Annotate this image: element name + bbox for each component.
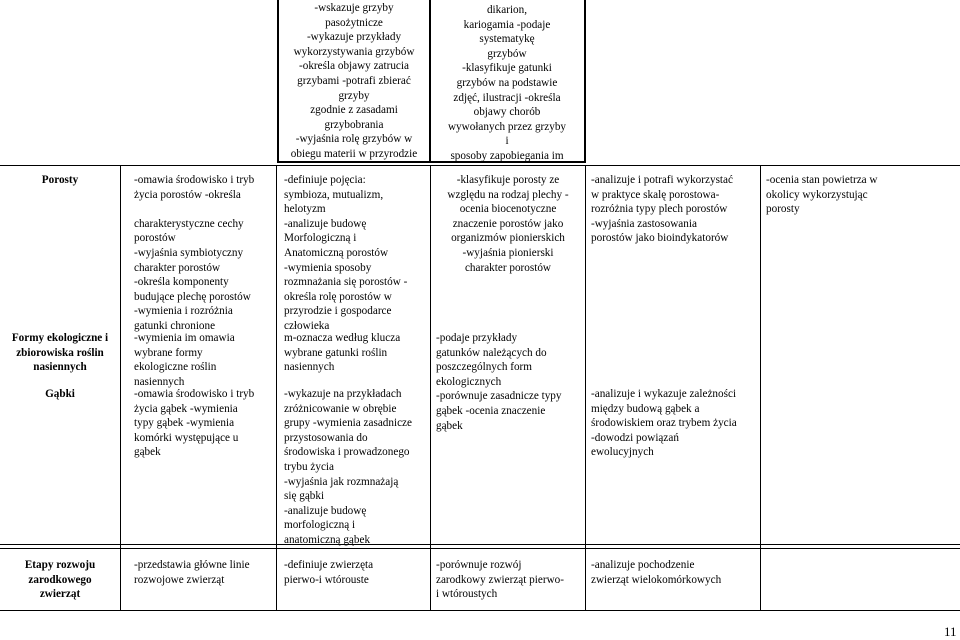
- etapy-col-b: -przedstawia główne linie rozwojowe zwierząt: [134, 559, 250, 586]
- rule-v: [430, 165, 431, 611]
- rule-v: [276, 165, 277, 611]
- porosty-col-f: -ocenia stan powietrza w okolicy wykorzystując porosty: [766, 174, 878, 216]
- rule-top: [429, 0, 431, 163]
- porosty-col-c: -definiuje pojęcia: symbioza, mutualizm, helotyzm -analizuje budowę Morfologiczną i Anatomiczną porostów -wymienia sposoby rozmnażania się porostów - określa rolę porostów w przyrodzie i gospodarce człowieka: [284, 174, 408, 332]
- porosty-col-b: -omawia środowisko i tryb życia porostów -określa charakterystyczne cechy porostów -wyjaśnia symbiotyczny charakter porostów -określa komponenty budujące plechę porostów -wymienia i rozróżnia gatunki chronione: [134, 174, 255, 332]
- etapy-col-e: -analizuje pochodzenie zwierząt wielokomórkowych: [591, 559, 722, 586]
- top-col-c: -wskazuje grzyby pasożytnicze -wykazuje przykłady wykorzystywania grzybów -określa objawy zatrucia grzybami -potrafi zbierać grzyby zgodnie z zasadami grzybobrania -wyjaśnia rolę grzybów w obiegu materii w przyrodzie: [290, 2, 418, 160]
- rule-h: [0, 544, 960, 545]
- etapy-col-d: -porównuje rozwój zarodkowy zwierząt pierwo- i wtóroustych: [436, 559, 564, 601]
- rule-v: [585, 165, 586, 611]
- porosty-col-e: -analizuje i potrafi wykorzystać w praktyce skalę porostowa- rozróżnia typy plech porostów -wyjaśnia zastosowania porostów jako bioindykatorów: [591, 174, 733, 245]
- porosty-col-d: -klasyfikuje porosty ze względu na rodzaj plechy - ocenia biocenotyczne znaczenie porostów jako organizmów pionierskich -wyjaśnia pionierski charakter porostów: [447, 174, 569, 274]
- formy-col-b: -wymienia im omawia wybrane formy ekologiczne roślin nasiennych: [134, 332, 235, 388]
- gabki-col-b: -omawia środowisko i tryb życia gąbek -wymienia typy gąbek -wymienia komórki występujące u gąbek: [134, 388, 255, 459]
- rule-h: [0, 610, 960, 611]
- formy-col-c: m-oznacza według klucza wybrane gatunki roślin nasiennych: [284, 332, 401, 374]
- gabki-title: Gąbki: [45, 388, 75, 400]
- porosty-title: Porosty: [41, 174, 79, 186]
- page-number: 11: [944, 624, 957, 639]
- formy-col-d: -podaje przykłady gatunków należących do poszczególnych form ekologicznych -porównuje zasadnicze typy gąbek -ocenia znaczenie gąbek: [436, 332, 562, 432]
- rule-h: [0, 165, 960, 166]
- etapy-title: Etapy rozwoju zarodkowego zwierząt: [24, 559, 96, 601]
- etapy-col-c: -definiuje zwierzęta pierwo-i wtórouste: [284, 559, 374, 586]
- rule-top: [277, 0, 279, 163]
- rule-v: [120, 165, 121, 611]
- gabki-col-c: -wykazuje na przykładach zróżnicowanie w obrębie grupy -wymienia zasadnicze przystosowania do środowiska i prowadzonego trybu życia -wyjaśnia jak rozmnażają się gąbki -analizuje budowę morfologiczną i anatomiczną gąbek: [284, 388, 412, 546]
- rule-v: [760, 165, 761, 611]
- rule-top: [584, 0, 586, 163]
- rule-h: [0, 548, 960, 549]
- gabki-col-e: -analizuje i wykazuje zależności między budową gąbek a środowiskiem oraz trybem życia -dowodzi powiązań ewolucyjnych: [591, 388, 737, 459]
- formy-title: Formy ekologiczne i zbiorowiska roślin nasiennych: [11, 332, 109, 374]
- top-col-d: dikarion, kariogamia -podaje systematykę grzybów -klasyfikuje gatunki grzybów na podstawie zdjęć, ilustracji -określa objawy chorób wywołanych przez grzyby i sposoby zapobiegania im: [447, 4, 567, 162]
